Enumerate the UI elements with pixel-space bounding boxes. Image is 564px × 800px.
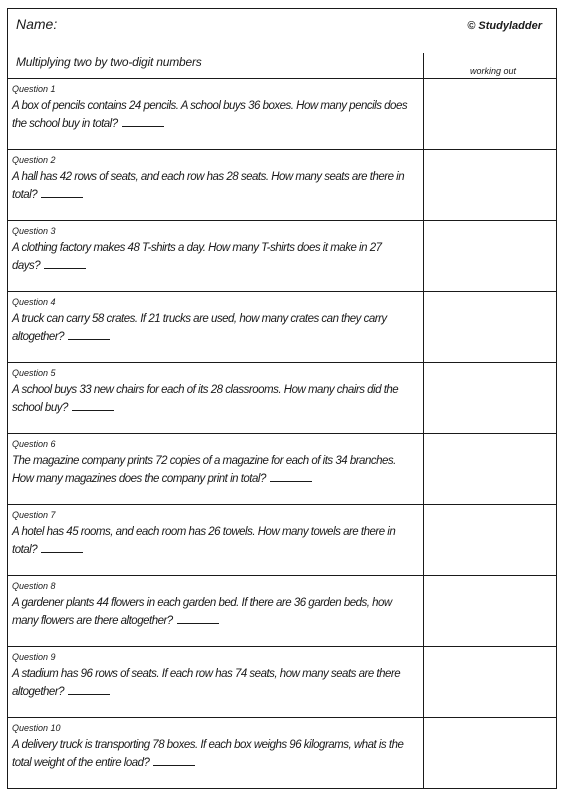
question-text-content: A school buys 33 new chairs for each of its 28 classrooms. How many chairs did the school buy?	[12, 384, 399, 414]
brand-label: © Studyladder	[467, 20, 542, 32]
question-row	[8, 221, 556, 292]
question-text	[12, 523, 412, 559]
question-number: Question 8	[12, 581, 56, 591]
question-row	[8, 292, 556, 363]
question-number: Question 3	[12, 226, 56, 236]
question-number: Question 1	[12, 84, 56, 94]
question-text-content: A box of pencils contains 24 pencils. A school buys 36 boxes. How many pencils does the school buy in total?	[12, 100, 408, 130]
question-row	[8, 647, 556, 718]
question-row	[8, 79, 556, 150]
question-text	[12, 594, 412, 630]
working-out-cell[interactable]	[424, 576, 556, 646]
question-text	[12, 168, 412, 204]
working-out-cell[interactable]	[424, 221, 556, 291]
question-text	[12, 665, 412, 701]
working-out-cell[interactable]	[424, 150, 556, 220]
question-text-content: The magazine company prints 72 copies of a magazine for each of its 34 branches. How many magazines does the company print in total?	[12, 455, 396, 485]
answer-blank[interactable]	[177, 615, 219, 624]
question-text-content: A delivery truck is transporting 78 boxes. If each box weighs 96 kilograms, what is the total weight of the entire load?	[12, 739, 404, 769]
question-text-content: A gardener plants 44 flowers in each garden bed. If there are 36 garden beds, how many flowers are there altogether?	[12, 597, 392, 627]
question-text-content: A hall has 42 rows of seats, and each row has 28 seats. How many seats are there in total?	[12, 171, 405, 201]
question-text-content: A clothing factory makes 48 T-shirts a day. How many T-shirts does it make in 27 days?	[12, 242, 382, 272]
answer-blank[interactable]	[68, 331, 110, 340]
question-row	[8, 363, 556, 434]
working-out-cell[interactable]	[424, 718, 556, 789]
question-number: Question 6	[12, 439, 56, 449]
question-number: Question 4	[12, 297, 56, 307]
question-text	[12, 452, 412, 488]
working-out-cell[interactable]	[424, 434, 556, 504]
working-out-cell[interactable]	[424, 363, 556, 433]
question-number: Question 7	[12, 510, 56, 520]
answer-blank[interactable]	[122, 118, 164, 127]
answer-blank[interactable]	[68, 686, 110, 695]
question-text	[12, 381, 412, 417]
working-out-label: working out	[470, 66, 517, 76]
answer-blank[interactable]	[41, 544, 83, 553]
worksheet-title: Multiplying two by two-digit numbers	[16, 55, 202, 69]
question-number: Question 2	[12, 155, 56, 165]
working-out-cell[interactable]	[424, 505, 556, 575]
answer-blank[interactable]	[72, 402, 114, 411]
answer-blank[interactable]	[153, 757, 195, 766]
name-label: Name:	[16, 16, 58, 32]
question-text	[12, 310, 412, 346]
question-text-content: A stadium has 96 rows of seats. If each row has 74 seats, how many seats are there altogether?	[12, 668, 401, 698]
question-text	[12, 239, 412, 275]
answer-blank[interactable]	[41, 189, 83, 198]
working-out-cell[interactable]	[424, 292, 556, 362]
working-out-cell[interactable]	[424, 79, 556, 149]
question-text-content: A truck can carry 58 crates. If 21 trucks are used, how many crates can they carry altogether?	[12, 313, 387, 343]
worksheet-header	[8, 9, 556, 79]
worksheet	[7, 8, 557, 789]
answer-blank[interactable]	[44, 260, 86, 269]
question-text-content: A hotel has 45 rooms, and each room has 26 towels. How many towels are there in total?	[12, 526, 396, 556]
question-text	[12, 97, 412, 133]
question-number: Question 5	[12, 368, 56, 378]
question-text	[12, 736, 412, 772]
question-row	[8, 434, 556, 505]
question-row	[8, 505, 556, 576]
question-number: Question 10	[12, 723, 61, 733]
question-row	[8, 576, 556, 647]
answer-blank[interactable]	[270, 473, 312, 482]
question-number: Question 9	[12, 652, 56, 662]
working-out-cell[interactable]	[424, 647, 556, 717]
question-row	[8, 718, 556, 789]
question-row	[8, 150, 556, 221]
